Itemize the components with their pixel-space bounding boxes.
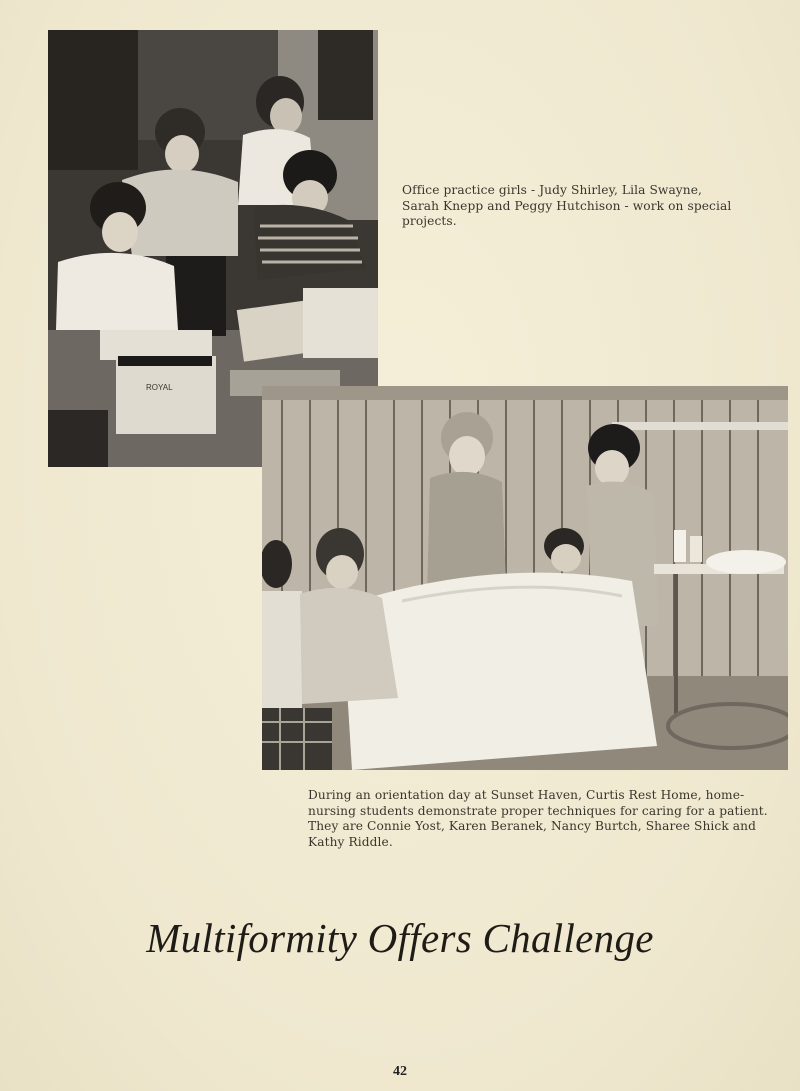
office-photo-caption: Office practice girls - Judy Shirley, Lila Swayne, Sarah Knepp and Peggy Hutchison - work on special projects. <box>402 183 732 228</box>
page-number: 42 <box>393 1064 407 1079</box>
typewriter-brand: ROYAL <box>146 383 173 392</box>
page-headline: Multiformity Offers Challenge <box>146 915 654 961</box>
home-nursing-illustration <box>262 386 788 770</box>
nursing-photo-caption: During an orientation day at Sunset Haven, Curtis Rest Home, home-nursing students demonstrate proper techniques for caring for a patient. They are Connie Yost, Karen Beranek, Nancy Burtch, Sharee Shick and Kathy Riddle. <box>308 788 768 849</box>
home-nursing-photo <box>262 386 788 770</box>
